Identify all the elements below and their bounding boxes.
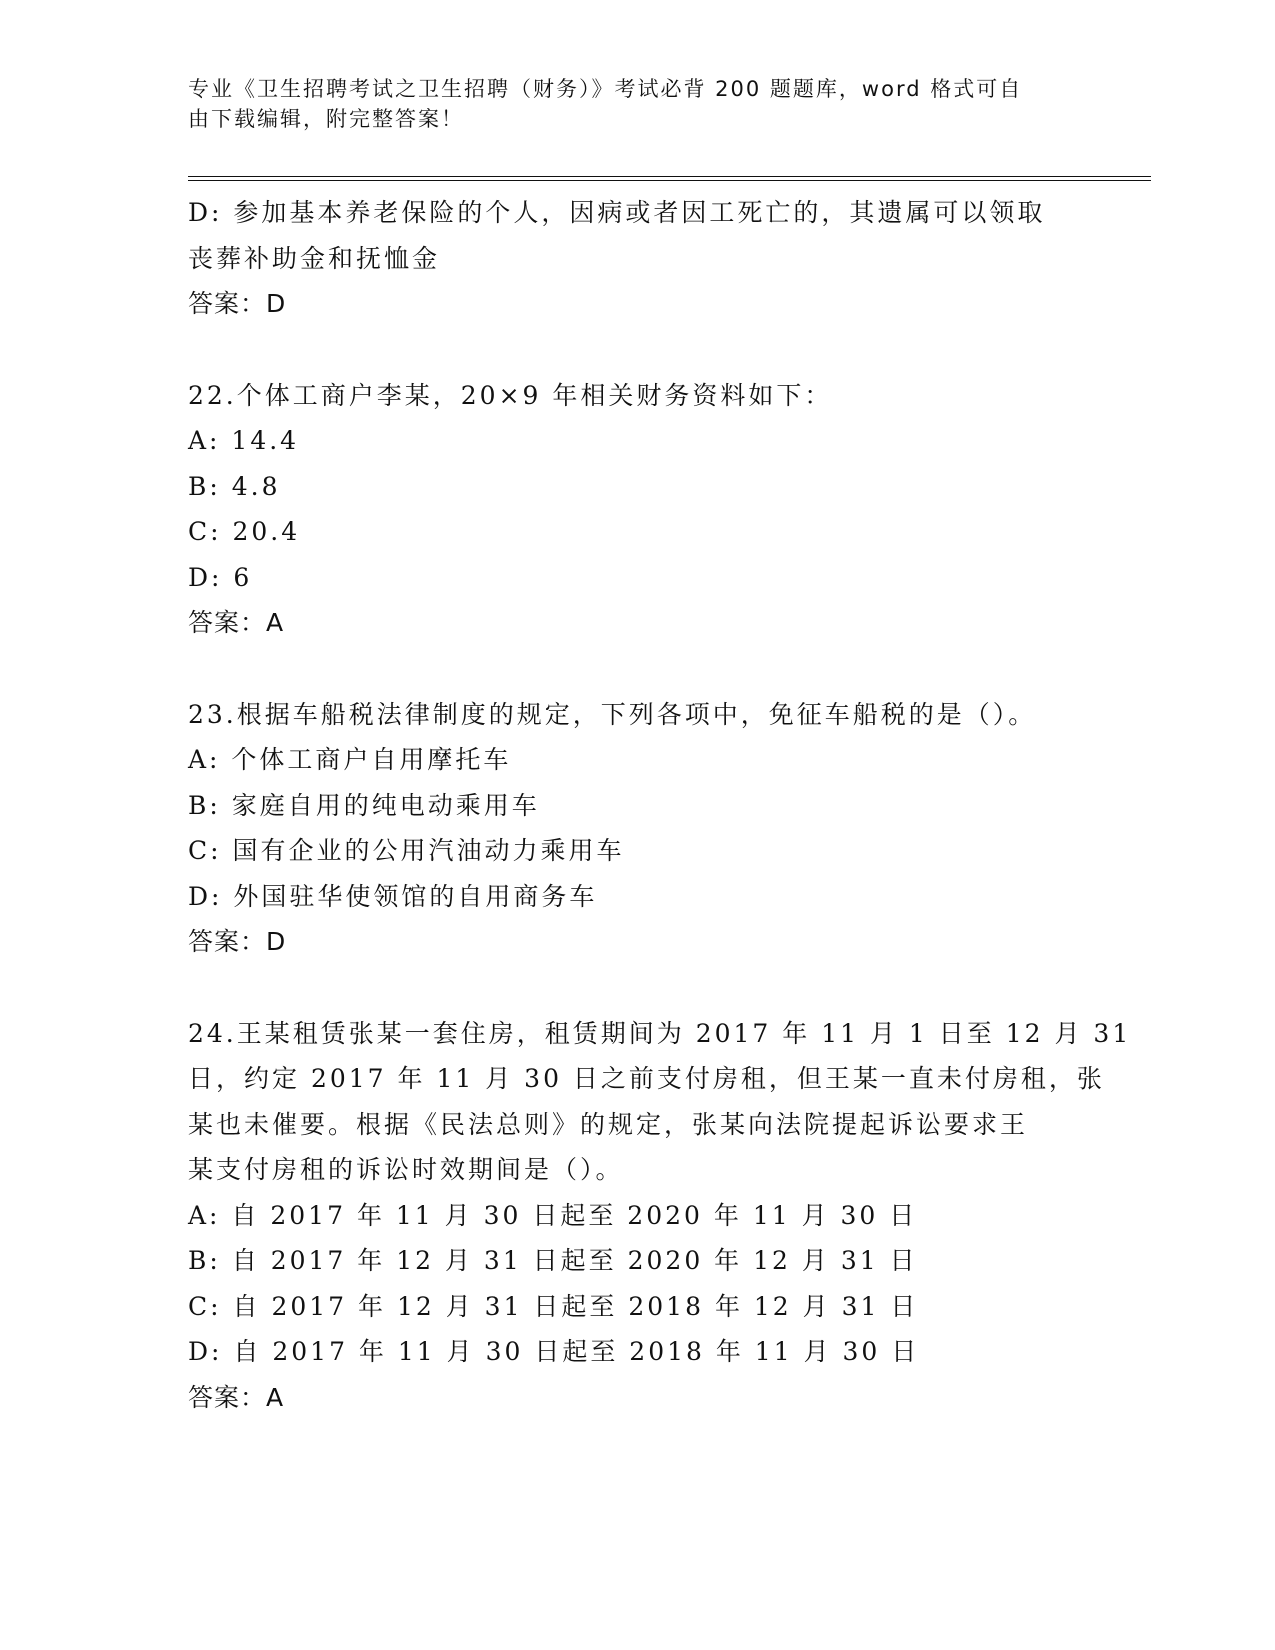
q24-option-b: B: 自 2017 年 12 月 31 日起至 2020 年 12 月 31 日 (188, 1246, 918, 1275)
q24-answer: 答案：A (188, 1382, 285, 1412)
q23-option-b: B: 家庭自用的纯电动乘用车 (188, 790, 540, 820)
q23-option-d: D: 外国驻华使领馆的自用商务车 (188, 881, 598, 911)
q22-answer: 答案：A (188, 608, 285, 637)
q23-option-c: C: 国有企业的公用汽油动力乘用车 (188, 836, 625, 865)
q22-stem: 22.个体工商户李某，20×9 年相关财务资料如下： (188, 380, 833, 410)
header-title-line-2: 由下载编辑，附完整答案！ (188, 107, 464, 131)
q24-option-a: A: 自 2017 年 11 月 30 日起至 2020 年 11 月 30 日 (188, 1200, 918, 1230)
q22-option-b: B: 4.8 (188, 471, 281, 501)
header-divider-top (188, 176, 1151, 177)
prev-answer: 答案：D (188, 289, 287, 318)
q23-stem: 23.根据车船税法律制度的规定，下列各项中，免征车船税的是（）。 (188, 699, 1037, 729)
q22-option-a: A: 14.4 (188, 426, 300, 455)
header-divider-bottom (188, 180, 1151, 181)
q24-stem-line-1: 24.王某租赁张某一套住房，租赁期间为 2017 年 11 月 1 日至 12 月 31 (188, 1018, 1132, 1048)
q23-option-a: A: 个体工商户自用摩托车 (188, 745, 512, 774)
q22-option-d: D: 6 (188, 562, 253, 592)
q24-option-c: C: 自 2017 年 12 月 31 日起至 2018 年 12 月 31 日 (188, 1291, 919, 1321)
q22-option-c: C: 20.4 (188, 517, 301, 546)
q24-stem-line-2: 日，约定 2017 年 11 月 30 日之前支付房租，但王某一直未付房租，张 (188, 1064, 1105, 1093)
q24-stem-line-4: 某支付房租的诉讼时效期间是（）。 (188, 1155, 624, 1184)
prev-option-d-line-2: 丧葬补助金和抚恤金 (188, 243, 441, 273)
q24-option-d: D: 自 2017 年 11 月 30 日起至 2018 年 11 月 30 日 (188, 1337, 920, 1366)
q24-stem-line-3: 某也未催要。根据《民法总则》的规定，张某向法院提起诉讼要求王 (188, 1109, 1029, 1139)
question-list (188, 190, 1132, 1420)
spacer (188, 965, 1088, 1011)
spacer (188, 327, 1088, 373)
document-header (188, 74, 1068, 134)
header-title-line-1: 专业《卫生招聘考试之卫生招聘（财务）》考试必背 200 题题库，word 格式可自 (188, 77, 1023, 101)
prev-option-d-line-1: D: 参加基本养老保险的个人，因病或者因工死亡的，其遗属可以领取 (188, 198, 1046, 227)
spacer (188, 646, 1088, 692)
q23-answer: 答案：D (188, 927, 287, 956)
